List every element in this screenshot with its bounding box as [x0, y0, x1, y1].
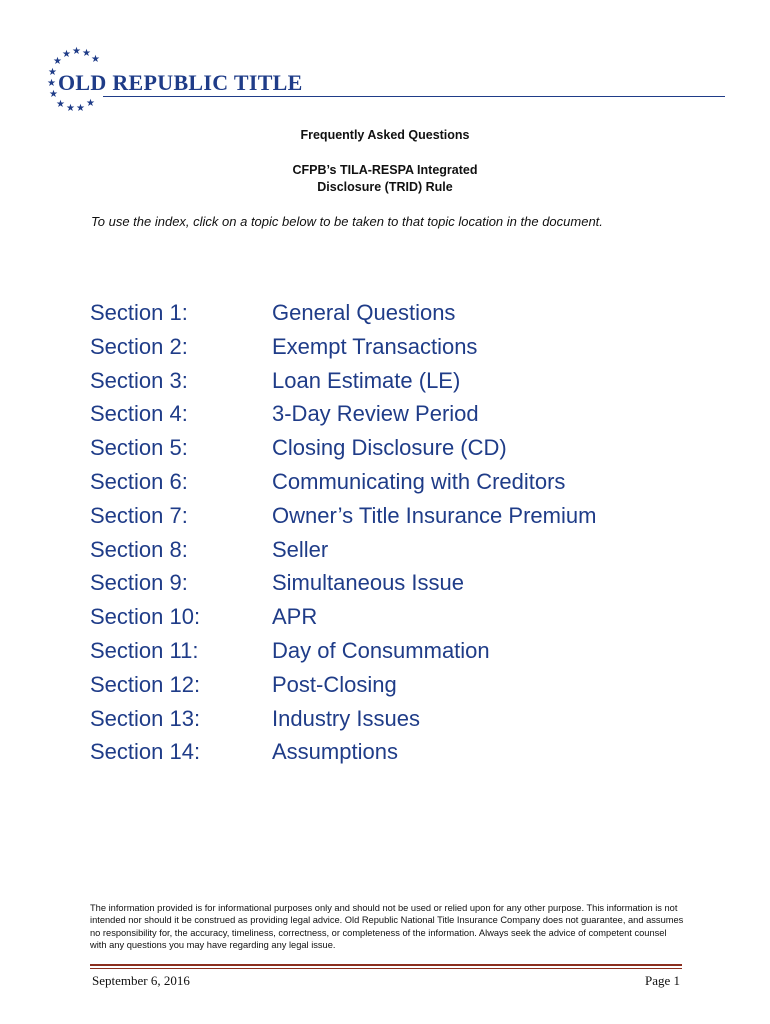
- toc-topic-link[interactable]: Closing Disclosure (CD): [272, 435, 507, 461]
- star-ring-logo-icon: ★ ★ ★ ★ ★ ★ ★ ★ ★ ★ ★ ★: [47, 46, 100, 114]
- toc-section-label: Section 12:: [90, 671, 201, 697]
- page-title: Frequently Asked Questions: [300, 128, 470, 142]
- toc-section-label: Section 2:: [90, 333, 188, 359]
- toc-row[interactable]: [90, 706, 710, 740]
- toc-topic-link[interactable]: Loan Estimate (LE): [272, 367, 461, 393]
- toc-topic-link[interactable]: Assumptions: [272, 739, 398, 765]
- toc-row[interactable]: [90, 638, 710, 672]
- toc-section-label: Section 10:: [90, 604, 201, 630]
- toc-topic-link[interactable]: 3-Day Review Period: [272, 401, 479, 427]
- toc-row[interactable]: [90, 672, 710, 706]
- toc-section-label: Section 4:: [90, 401, 188, 427]
- toc-topic-link[interactable]: Industry Issues: [272, 705, 420, 731]
- legal-disclaimer: The information provided is for informational purposes only and should not be used or relied upon for any other purpose. This information is not intended nor should it be construed as providing legal advice. Old Republic National Title Insurance Company does not guarantee, and assumes no responsibility for, the accuracy, timeliness, correctness, or completeness of the information. Always seek the advice of competent counsel with any questions you may have regarding any legal issue.: [90, 903, 684, 951]
- footer-rule-thin: [90, 968, 682, 969]
- subtitle-line-2: Disclosure (TRID) Rule: [317, 180, 453, 194]
- section-index: [90, 300, 710, 773]
- toc-topic-link[interactable]: General Questions: [272, 300, 456, 325]
- toc-section-label: Section 11:: [90, 637, 199, 663]
- company-logo: [40, 44, 340, 114]
- toc-row[interactable]: [90, 570, 710, 604]
- brand-name: OLD REPUBLIC TITLE: [58, 70, 303, 95]
- toc-row[interactable]: [90, 469, 710, 503]
- header-rule: [103, 96, 725, 97]
- toc-section-label: Section 13:: [90, 705, 201, 731]
- toc-topic-link[interactable]: Post-Closing: [272, 671, 397, 697]
- toc-section-label: Section 6:: [90, 468, 188, 494]
- index-instruction: To use the index, click on a topic below to be taken to that topic location in the document.: [91, 214, 603, 229]
- toc-topic-link[interactable]: Simultaneous Issue: [272, 570, 464, 596]
- page-number: Page 1: [644, 973, 680, 988]
- toc-section-label: Section 5:: [90, 435, 188, 461]
- toc-section-label: Section 9:: [90, 570, 188, 596]
- toc-topic-link[interactable]: Exempt Transactions: [272, 333, 478, 359]
- toc-topic-link[interactable]: Seller: [272, 536, 329, 562]
- toc-row[interactable]: [90, 604, 710, 638]
- toc-section-label: Section 7:: [90, 502, 188, 528]
- toc-section-label: Section 1:: [90, 300, 188, 325]
- toc-row[interactable]: [90, 435, 710, 469]
- toc-topic-link[interactable]: APR: [272, 604, 318, 630]
- toc-row[interactable]: [90, 537, 710, 571]
- toc-section-label: Section 8:: [90, 536, 188, 562]
- toc-row[interactable]: [90, 739, 710, 773]
- footer-date: September 6, 2016: [92, 973, 190, 988]
- toc-section-label: Section 14:: [90, 739, 201, 765]
- toc-row[interactable]: [90, 368, 710, 402]
- toc-row[interactable]: [90, 503, 710, 537]
- toc-row[interactable]: [90, 401, 710, 435]
- toc-topic-link[interactable]: Communicating with Creditors: [272, 468, 566, 494]
- toc-row[interactable]: [90, 300, 710, 334]
- toc-section-label: Section 3:: [90, 367, 188, 393]
- toc-row[interactable]: [90, 334, 710, 368]
- subtitle-line-1: CFPB’s TILA-RESPA Integrated: [292, 163, 478, 177]
- toc-topic-link[interactable]: Owner’s Title Insurance Premium: [272, 502, 597, 528]
- footer-rule: [90, 964, 682, 966]
- toc-topic-link[interactable]: Day of Consummation: [272, 637, 490, 663]
